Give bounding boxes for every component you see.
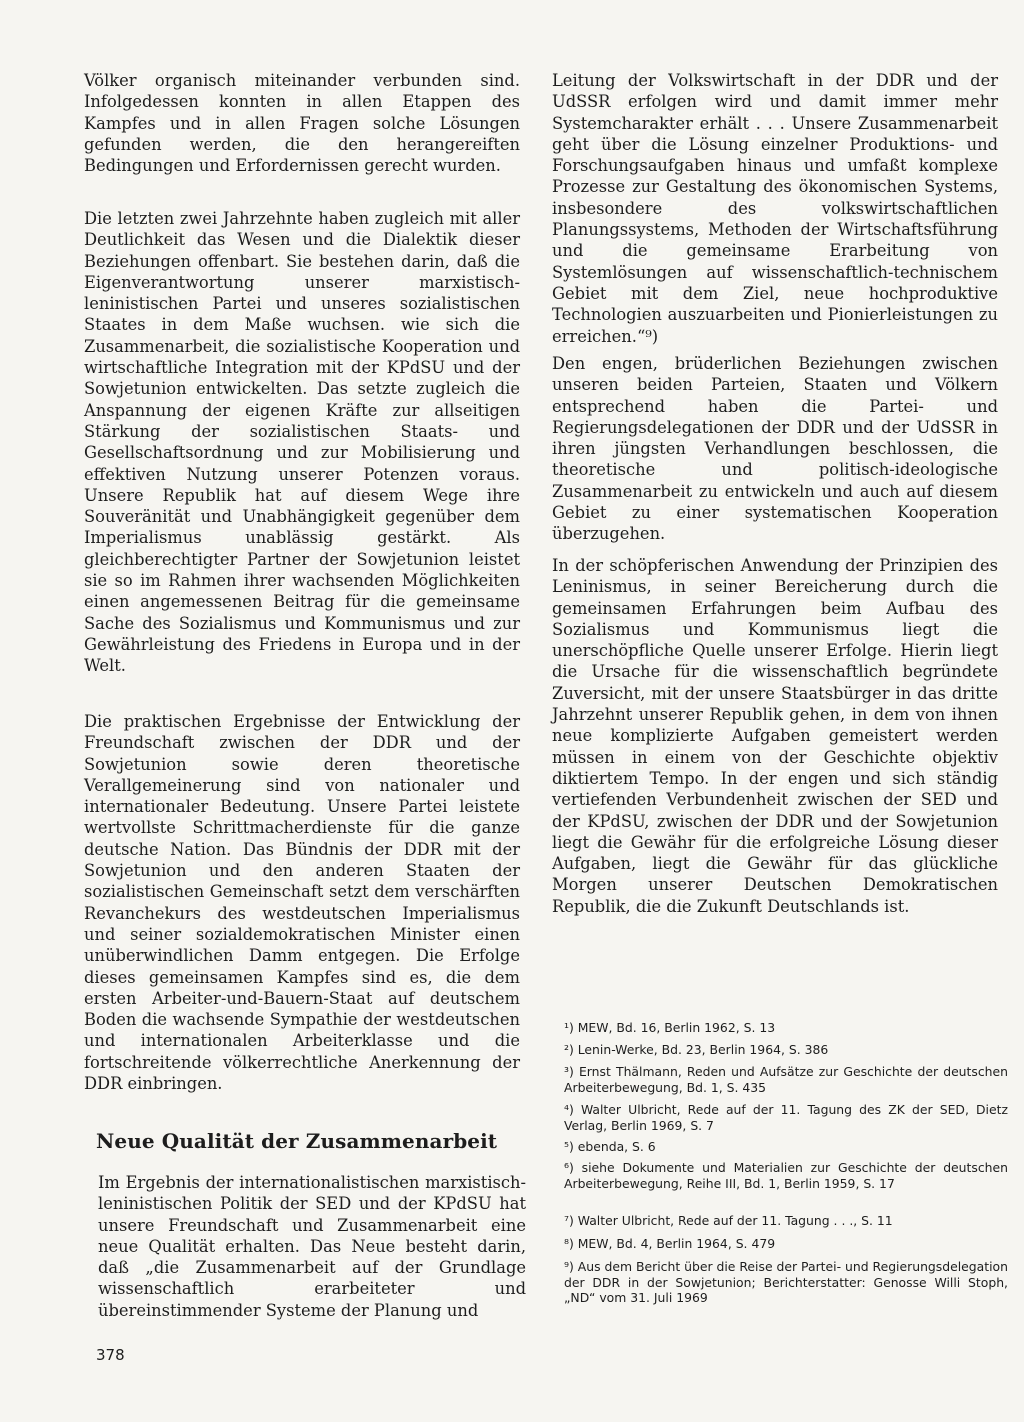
left-paragraph-2: Die letzten zwei Jahrzehnte haben zugleich mit aller Deutlichkeit das Wesen und die Dialektik dieser Beziehungen offenbart. Sie bestehen darin, daß die Eigenverantwortung unserer marxistisch-leninistischen Partei und unseres sozialistischen Staates in dem Maße wuchsen. wie sich die Zusammenarbeit, die sozialistische Kooperation und wirtschaftliche Integration mit der KPdSU und der Sowjetunion entwickelten. Das setzte zugleich die Anspannung der eigenen Kräfte zur allseitigen Stärkung der sozialistischen Staats- und Gesellschaftsordnung und zur Mobilisierung und effektiven Nutzung unserer Potenzen voraus. Unsere Republik hat auf diesem Wege ihre Souveränität und Unabhängigkeit gegenüber dem Imperialismus unablässig gestärkt. Als gleichberechtigter Partner der Sowjetunion leistet sie so im Rahmen ihrer wachsenden Möglichkeiten einen angemessenen Beitrag für die gemeinsame Sache des Sozialismus und Kommunismus und zur Gewährleistung des Friedens in Europa und in der Welt. xyxy=(84,209,520,676)
footnote-6: ⁶) siehe Dokumente und Materialien zur Geschichte der deutschen Arbeiterbewegung, Reihe III, Bd. 1, Berlin 1959, S. 17 xyxy=(564,1160,1008,1191)
footnote-7: ⁷) Walter Ulbricht, Rede auf der 11. Tagung . . ., S. 11 xyxy=(564,1213,893,1228)
footnote-8: ⁸) MEW, Bd. 4, Berlin 1964, S. 479 xyxy=(564,1236,776,1251)
left-paragraph-3: Die praktischen Ergebnisse der Entwicklung der Freundschaft zwischen der DDR und der Sowjetunion sowie deren theoretische Verallgemeinerung sind von nationaler und internationaler Bedeutung. Unsere Partei leistete wertvollste Schrittmacherdienste für die ganze deutsche Nation. Das Bündnis der DDR mit der Sowjetunion und den anderen Staaten der sozialistischen Gemeinschaft setzt dem verschärften Revanchekurs des westdeutschen Imperialismus und seiner sozialdemokratischen Minister einen unüberwindlichen Damm entgegen. Die Erfolge dieses gemeinsamen Kampfes sind es, die dem ersten Arbeiter-und-Bauern-Staat auf deutschem Boden die wachsende Sympathie der westdeutschen und internationalen Arbeiterklasse und die fortschreitende völkerrechtliche Anerkennung der DDR einbringen. xyxy=(84,712,520,1094)
left-paragraph-4: Im Ergebnis der internationalistischen marxistisch-leninistischen Politik der SED und der KPdSU hat unsere Freundschaft und Zusammenarbeit eine neue Qualität erhalten. Das Neue besteht darin, daß „die Zusammenarbeit auf der Grundlage wissenschaftlich erarbeiteter und übereinstimmender Systeme der Planung und xyxy=(98,1173,526,1320)
footnote-4: ⁴) Walter Ulbricht, Rede auf der 11. Tagung des ZK der SED, Dietz Verlag, Berlin 1969, S. 7 xyxy=(564,1102,1008,1133)
footnote-9: ⁹) Aus dem Bericht über die Reise der Partei- und Regierungsdelegation der DDR in der Sowjetunion; Berichterstatter: Genosse Willi Stoph, „ND“ vom 31. Juli 1969 xyxy=(564,1259,1008,1306)
footnote-2: ²) Lenin-Werke, Bd. 23, Berlin 1964, S. 386 xyxy=(564,1042,829,1057)
section-heading: Neue Qualität der Zusammenarbeit xyxy=(96,1129,498,1153)
left-paragraph-1: Völker organisch miteinander verbunden sind. Infolgedessen konnten in allen Etappen des Kampfes und in allen Fragen solche Lösungen gefunden werden, die den herangereiften Bedingungen und Erfordernissen gerecht wurden. xyxy=(84,71,520,176)
footnote-5: ⁵) ebenda, S. 6 xyxy=(564,1139,656,1154)
footnote-1: ¹) MEW, Bd. 16, Berlin 1962, S. 13 xyxy=(564,1020,776,1035)
right-paragraph-1: Leitung der Volkswirtschaft in der DDR und der UdSSR erfolgen wird und damit immer mehr Systemcharakter erhält . . . Unsere Zusammenarbeit geht über die Lösung einzelner Produktions- und Forschungsaufgaben hinaus und umfaßt komplexe Prozesse zur Gestaltung des ökonomischen Systems, insbesondere des volkswirtschaftlichen Planungssystems, Methoden der Wirtschaftsführung und die gemeinsame Erarbeitung von Systemlösungen auf wissenschaftlich-technischem Gebiet mit dem Ziel, neue hochproduktive Technologien auszuarbeiten und Pionierleistungen zu erreichen.“⁹) xyxy=(552,71,998,346)
right-paragraph-3: In der schöpferischen Anwendung der Prinzipien des Leninismus, in seiner Bereicherung durch die gemeinsamen Erfahrungen beim Aufbau des Sozialismus und Kommunismus liegt die unerschöpfliche Quelle unserer Erfolge. Hierin liegt die Ursache für die wissenschaftlich begründete Zuversicht, mit der unsere Staatsbürger in das dritte Jahrzehnt unserer Republik gehen, in dem von ihnen neue komplizierte Aufgaben gemeistert werden müssen in einem von der Geschichte objektiv diktiertem Tempo. In der engen und sich ständig vertiefenden Verbundenheit zwischen der SED und der KPdSU, zwischen der DDR und der Sowjetunion liegt die Gewähr für die erfolgreiche Lösung dieser Aufgaben, liegt die Gewähr für das glückliche Morgen unserer Deutschen Demokratischen Republik, die die Zukunft Deutschlands ist. xyxy=(552,556,998,916)
footnote-3: ³) Ernst Thälmann, Reden und Aufsätze zur Geschichte der deutschen Arbeiterbewegung, Bd. 1, S. 435 xyxy=(564,1064,1008,1095)
right-paragraph-2: Den engen, brüderlichen Beziehungen zwischen unseren beiden Parteien, Staaten und Völkern entsprechend haben die Partei- und Regierungsdelegationen der DDR und der UdSSR in ihren jüngsten Verhandlungen beschlossen, die theoretische und politisch-ideologische Zusammenarbeit zu entwickeln und auch auf diesem Gebiet zu einer systematischen Kooperation überzugehen. xyxy=(552,354,998,544)
page-number: 378 xyxy=(96,1346,125,1364)
